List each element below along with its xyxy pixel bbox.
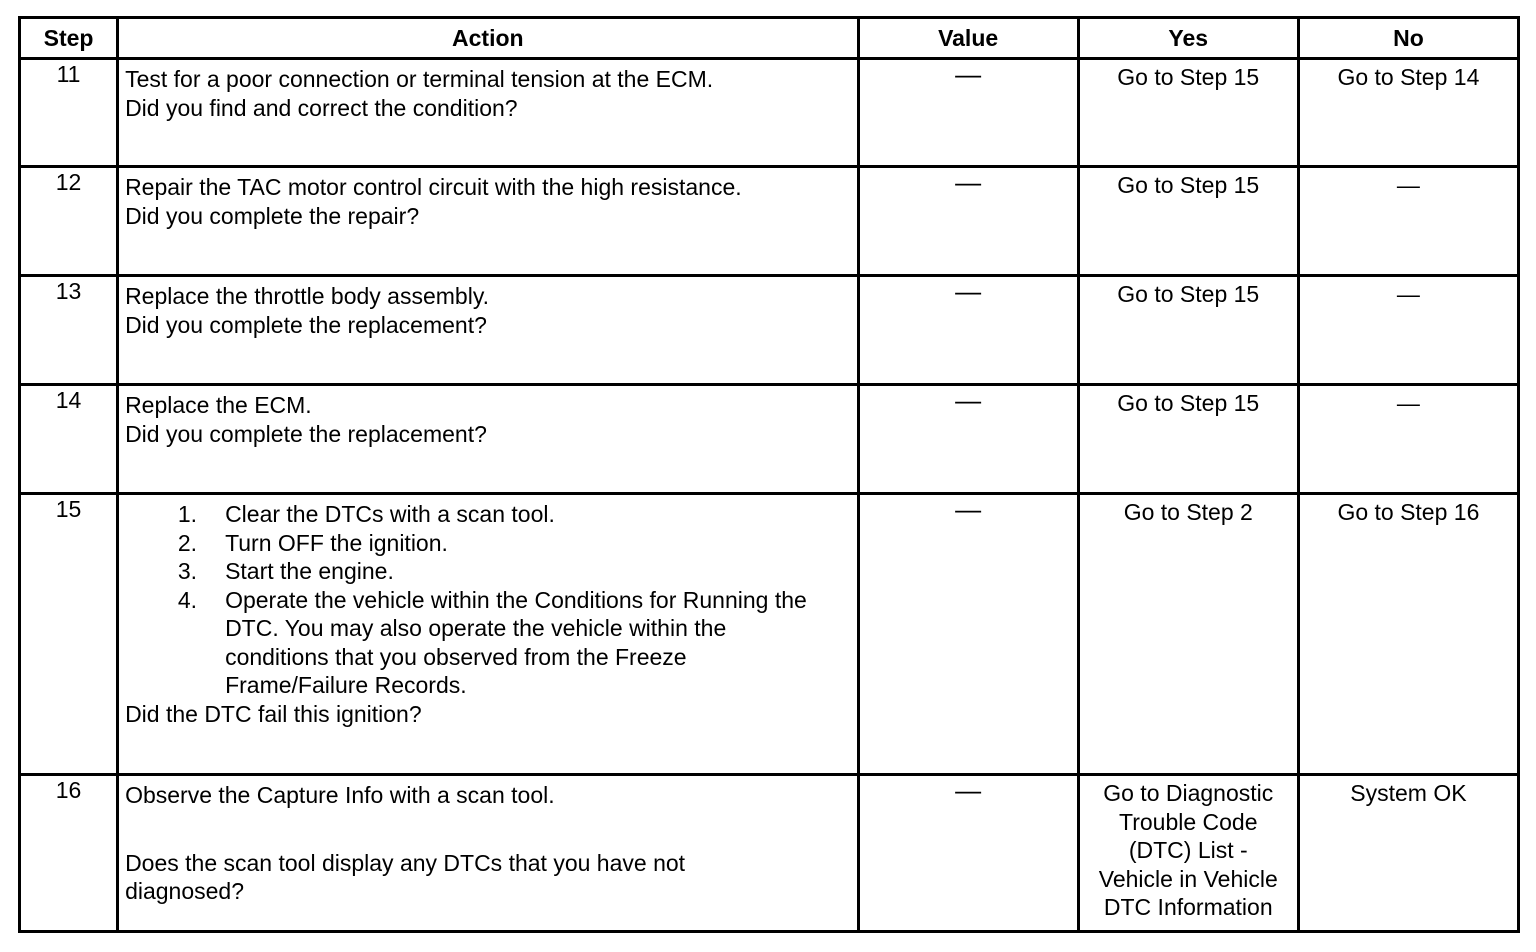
table-row [20,385,1519,494]
step-number: 16 [20,775,118,932]
yes-cell [1078,494,1298,775]
list-item-number: 3. [177,558,198,584]
header-step: Step [20,18,118,59]
step-number: 14 [20,385,118,494]
header-yes: Yes [1078,18,1298,59]
header-action: Action [118,18,858,59]
value-cell: — [858,494,1078,775]
diagnostic-table [18,16,1520,933]
list-item-text: Clear the DTCs with a scan tool. [225,501,555,527]
step-number: 11 [20,59,118,167]
table-row [20,494,1519,775]
action-cell [118,385,858,494]
step-number: 15 [20,494,118,775]
yes-result: Go to Step 15 [1117,390,1260,416]
action-step-list [125,500,850,700]
no-cell [1298,276,1518,385]
action-question: Did the DTC fail this ignition? [125,700,422,727]
yes-cell [1078,385,1298,494]
list-item-number: 2. [177,529,198,556]
action-question: Did you complete the repair? [125,202,420,229]
yes-cell [1078,59,1298,167]
action-question: Does the scan tool display any DTCs that you have not diagnosed? [125,849,686,904]
action-cell [118,167,858,276]
yes-result: Go to Diagnostic Trouble Code (DTC) List - Vehicle in Vehicle DTC Information [1098,780,1278,920]
action-question: Did you find and correct the condition? [125,94,518,121]
no-result: System OK [1350,780,1467,806]
action-cell [118,494,858,775]
list-item-number: 4. [177,586,198,613]
yes-result: Go to Step 15 [1117,281,1260,307]
list-item-number: 1. [177,501,198,527]
action-cell [118,59,858,167]
table-row [20,276,1519,385]
header-no: No [1298,18,1518,59]
value-cell: — [858,385,1078,494]
action-cell [118,276,858,385]
value-cell: — [858,167,1078,276]
no-cell [1298,494,1518,775]
table-row [20,775,1519,932]
action-instruction: Test for a poor connection or terminal tension at the ECM. [125,66,714,92]
list-item-text: Turn OFF the ignition. [225,529,448,556]
action-question: Did you complete the replacement? [125,420,487,447]
table-header-row [20,18,1519,59]
list-item [125,529,850,558]
list-item [125,586,850,700]
step-number: 13 [20,276,118,385]
action-instruction: Replace the ECM. [125,392,312,418]
no-result: — [1396,390,1420,416]
diagnostic-table-container [18,16,1520,933]
action-instruction: Observe the Capture Info with a scan tool. [125,782,555,808]
list-item [125,500,850,529]
action-cell [118,775,858,932]
yes-cell [1078,167,1298,276]
no-cell [1298,167,1518,276]
yes-result: Go to Step 15 [1117,64,1260,90]
list-item [125,557,850,586]
no-cell [1298,385,1518,494]
step-number: 12 [20,167,118,276]
value-cell: — [858,276,1078,385]
action-question: Did you complete the replacement? [125,311,487,338]
no-cell [1298,775,1518,932]
table-row [20,167,1519,276]
no-result: — [1396,172,1420,198]
yes-result: Go to Step 15 [1117,172,1260,198]
action-instruction: Repair the TAC motor control circuit with the high resistance. [125,174,742,200]
value-cell: — [858,775,1078,932]
header-value: Value [858,18,1078,59]
no-cell [1298,59,1518,167]
yes-cell [1078,775,1298,932]
list-item-text: Start the engine. [225,558,394,584]
table-row [20,59,1519,167]
value-cell: — [858,59,1078,167]
list-item-text: Operate the vehicle within the Conditions for Running the DTC. You may also operate the vehicle within the conditions that you observed from the Freeze Frame/Failure Records. [225,586,807,698]
no-result: — [1396,281,1420,307]
yes-result: Go to Step 2 [1123,499,1253,525]
yes-cell [1078,276,1298,385]
no-result: Go to Step 16 [1337,499,1480,525]
action-instruction: Replace the throttle body assembly. [125,283,489,309]
no-result: Go to Step 14 [1337,64,1480,90]
